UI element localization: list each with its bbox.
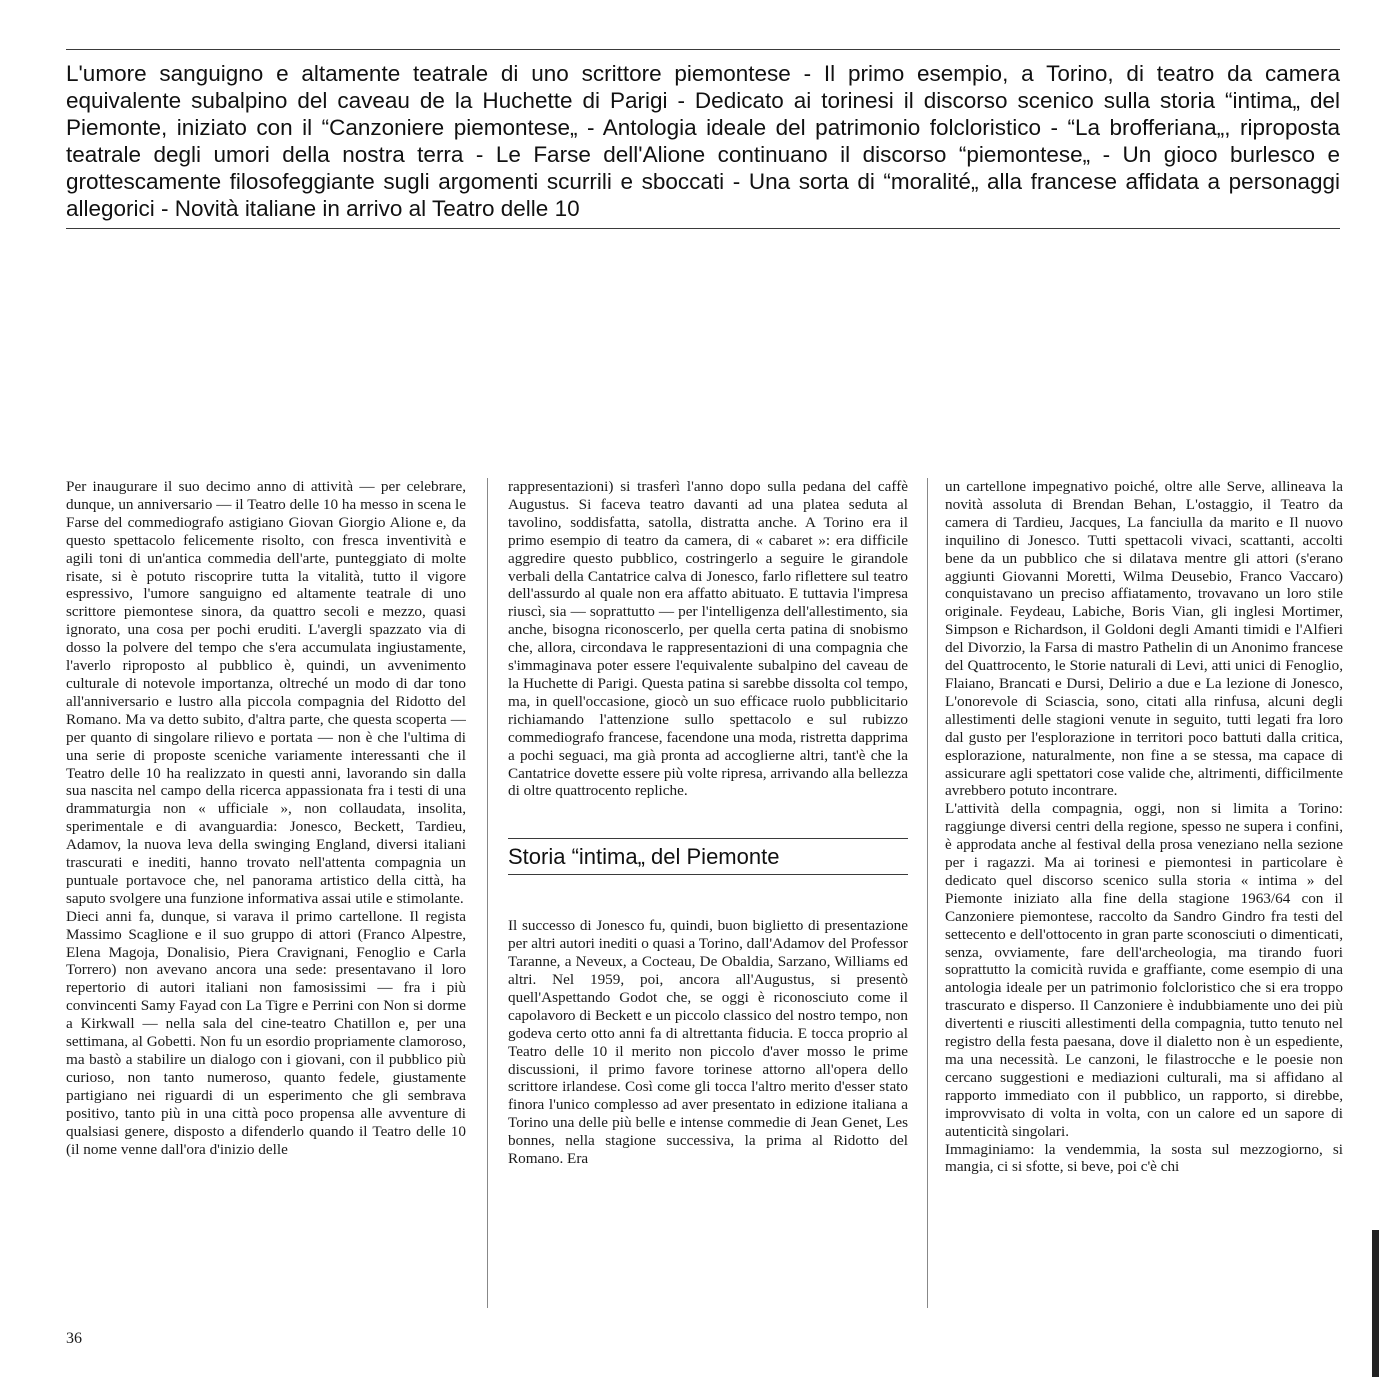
paragraph: L'attività della compagnia, oggi, non si limita a Torino: raggiunge diversi centri della regione, spesso ne supera i confini, è approdata anche al festival della prosa veneziano nella sezione per i ragazzi. Ma ai torinesi e piemontesi in particolare è dedicato quel discorso scenico sulla storia « intima » del Piemonte iniziato alla fine della stagione 1963/64 con il Canzoniere piemontese, raccolto da Sandro Gindro fra testi del settecento e dell'ottocento in gran parte sconosciuti o dimenticati, senza, ovviamente, fare dell'archeologia, ma tirando fuori soprattutto la comicità ruvida e graffiante, come esempio di una antologia ideale per un patrimonio folcloristico che si era troppo trascurato e disperso. Il Canzoniere è indubbiamente uno dei più divertenti e riusciti allestimenti della compagnia, tutto tenuto nel registro della festa paesana, dove il dialetto non è un espediente, ma una necessità. Le canzoni, le filastrocche e le poesie non cercano suggestioni e mediazioni culturali, ma si affidano al rapporto immediato con il pubblico, un rapporto, si direbbe, improvvisato di volta in volta, con un calore ed un sapore di autenticità singolari. — [945, 800, 1343, 1140]
subheading-bottom-rule — [508, 874, 908, 875]
headline-bottom-rule — [66, 228, 1340, 229]
page-number: 36 — [66, 1330, 82, 1347]
column-3 — [945, 478, 1343, 1313]
top-rule — [66, 49, 1340, 50]
column-divider — [927, 478, 928, 1308]
paragraph: rappresentazioni) si trasferì l'anno dopo sulla pedana del caffè Augustus. Si faceva teatro davanti ad una platea seduta al tavolino, soddisfatta, satolla, distratta anche. A Torino era il primo esempio di teatro da camera, di « cabaret »: era difficile aggredire questo pubblico, costringerlo a seguire le girandole verbali della Cantatrice calva di Jonesco, farlo riflettere sul teatro dell'assurdo al quale non era affatto abituato. E tuttavia l'impresa riuscì, sia — soprattutto — per l'intelligenza dell'allestimento, sia anche, bisogna riconoscerlo, per quella certa patina di snobismo che, allora, circondava le rappresentazioni di una compagnia che s'immaginava poter essere l'equivalente subalpino del caveau de la Huchette di Parigi. Questa patina si sarebbe dissolta col tempo, ma, in quell'occasione, giocò un suo efficace ruolo pubblicitario richiamando l'attenzione sullo spettacolo e sul rubizzo commediografo francese, facendone una moda, ristretta dapprima a pochi seguaci, ma già pronta ad accoglierne altri, tant'è che la Cantatrice dovette essere più volte ripresa, arrivando alla bellezza di oltre quattrocento repliche. — [508, 478, 908, 800]
paragraph: Immaginiamo: la vendemmia, la sosta sul mezzogiorno, si mangia, ci si sfotte, si beve, poi c'è chi — [945, 1140, 1343, 1176]
paragraph: Il successo di Jonesco fu, quindi, buon biglietto di presentazione per altri autori inediti o quasi a Torino, dall'Adamov del Professor Taranne, a Neveux, a Cocteau, De Obaldia, Sarzano, Williams ed altri. Nel 1959, poi, ancora all'Augustus, si presentò quell'Aspettando Godot che, se oggi è riconosciuto come il capolavoro di Beckett e un piccolo classico del nostro tempo, non godeva certo otto anni fa di altrettanta fiducia. E tocca proprio al Teatro delle 10 il merito non piccolo d'aver mosso le prime discussioni, il primo favore torinese attorno all'opera dello scrittore irlandese. Così come gli tocca l'altro merito d'esser stato finora l'unico complesso ad aver presentato in edizione italiana a Torino una delle più belle e intense commedie di Jean Genet, Les bonnes, nella stagione successiva, la prima al Ridotto del Romano. Era — [508, 917, 908, 1168]
column-divider — [487, 478, 488, 1308]
paragraph: Dieci anni fa, dunque, si varava il primo cartellone. Il regista Massimo Scaglione e il suo gruppo di attori (Franco Alpestre, Elena Magoja, Donalisio, Piera Cravignani, Fenoglio e Carla Torrero) non avevano ancora una sede: presentavano il loro repertorio di autori italiani non famosissimi — fra i più convincenti Samy Fayad con La Tigre e Perrini con Non si dorme a Kirkwall — nella sala del cine-teatro Chatillon e, per una settimana, al Gobetti. Non fu un esordio propriamente clamoroso, ma bastò a stabilire un dialogo con i giovani, con il pubblico più curioso, non tanto numeroso, quanto fedele, giustamente partigiano nei riguardi di un esperimento che gli sembrava positivo, tanto più in una città poco propensa alle avventure di qualsiasi genere, disposto a difenderlo quando il Teatro delle 10 (il nome venne dall'ora d'inizio delle — [66, 907, 466, 1158]
column-1 — [66, 478, 466, 1313]
column-2 — [508, 478, 908, 1313]
page-edge-mark — [1372, 1230, 1379, 1377]
paragraph: Per inaugurare il suo decimo anno di attività — per celebrare, dunque, un anniversario — il Teatro delle 10 ha messo in scena le Farse del commediografo astigiano Giovan Giorgio Alione e, da questo spettacolo felicemente risolto, con fresca inventività e agili toni di un'antica commedia dell'arte, punteggiato di molte risate, si è potuto riscoprire tutta la vitalità, tutto il vigore espressivo, l'umore sanguigno ed altamente teatrale di uno scrittore piemontese sinora, da quattro secoli e mezzo, quasi ignorato, una cosa per pochi eruditi. L'avergli spazzato via di dosso la polvere del tempo che s'era accumulata ingiustamente, l'averlo riproposto al pubblico è, quindi, un avvenimento culturale di notevole importanza, oltreché un modo di dar tono all'anniversario e lustro alla piccola compagnia del Ridotto del Romano. Ma va detto subito, d'altra parte, che questa scoperta — per quanto di singolare rilievo e portata — non è che l'ultima di una serie di proposte sceniche variamente interessanti che il Teatro delle 10 ha realizzato in questi anni, lavorando sin dalla sua nascita nel campo della ricerca appassionata fra i testi di una drammaturgia non « ufficiale », non collaudata, insolita, sperimentale e di avanguardia: Jonesco, Beckett, Tardieu, Adamov, la nuova leva della swinging England, diversi italiani trascurati e inediti, hanno trovato nell'attenta compagnia un puntuale portavoce che, nel panorama artistico della città, ha saputo svolgere una funzione informativa assai utile e stimolante. — [66, 478, 466, 907]
headline: L'umore sanguigno e altamente teatrale di uno scrittore piemontese - Il primo esempio, a Torino, di teatro da camera equivalente subalpino del caveau de la Huchette di Parigi - Dedicato ai torinesi il discorso scenico sulla storia “intima„ del Piemonte, iniziato con il “Canzoniere piemontese„ - Antologia ideale del patrimonio folcloristico - “La brofferiana„, riproposta teatrale degli umori della nostra terra - Le Farse dell'Alione continuano il discorso “piemontese„ - Un gioco burlesco e grottescamente filosofeggiante sugli argomenti scurrili e sboccati - Una sorta di “moralité„ alla francese affidata a personaggi allegorici - Novità italiane in arrivo al Teatro delle 10 — [66, 61, 1340, 221]
paragraph: un cartellone impegnativo poiché, oltre alle Serve, allineava la novità assoluta di Brendan Behan, L'ostaggio, il Teatro da camera di Tardieu, Jacques, La fanciulla da marito e Il nuovo inquilino di Jonesco. Tutti spettacoli vivaci, scattanti, accolti bene da un pubblico che si dilatava mentre gli attori (s'erano aggiunti Giovanni Moretti, Wilma Deusebio, Franco Vaccaro) conquistavano un preciso affiatamento, trovavano un loro stile originale. Feydeau, Labiche, Boris Vian, gli inglesi Mortimer, Simpson e Richardson, il Goldoni degli Amanti timidi e l'Alfieri del Divorzio, la Farsa di mastro Pathelin di un Anonimo francese del Quattrocento, le Storie naturali di Levi, atti unici di Fenoglio, Flaiano, Brancati e Dursi, Delirio a due e La lezione di Jonesco, L'onorevole di Sciascia, sono, citati alla rinfusa, alcuni degli allestimenti delle stagioni venute in seguito, tutti legati fra loro dal gusto per l'esplorazione in territori poco battuti dalla critica, esplorazione, naturalmente, non fine a se stessa, ma capace di assicurare agli spettatori cose valide che, altrimenti, difficilmente avrebbero potuto incontrare. — [945, 478, 1343, 800]
subheading: Storia “intima„ del Piemonte — [508, 844, 780, 870]
